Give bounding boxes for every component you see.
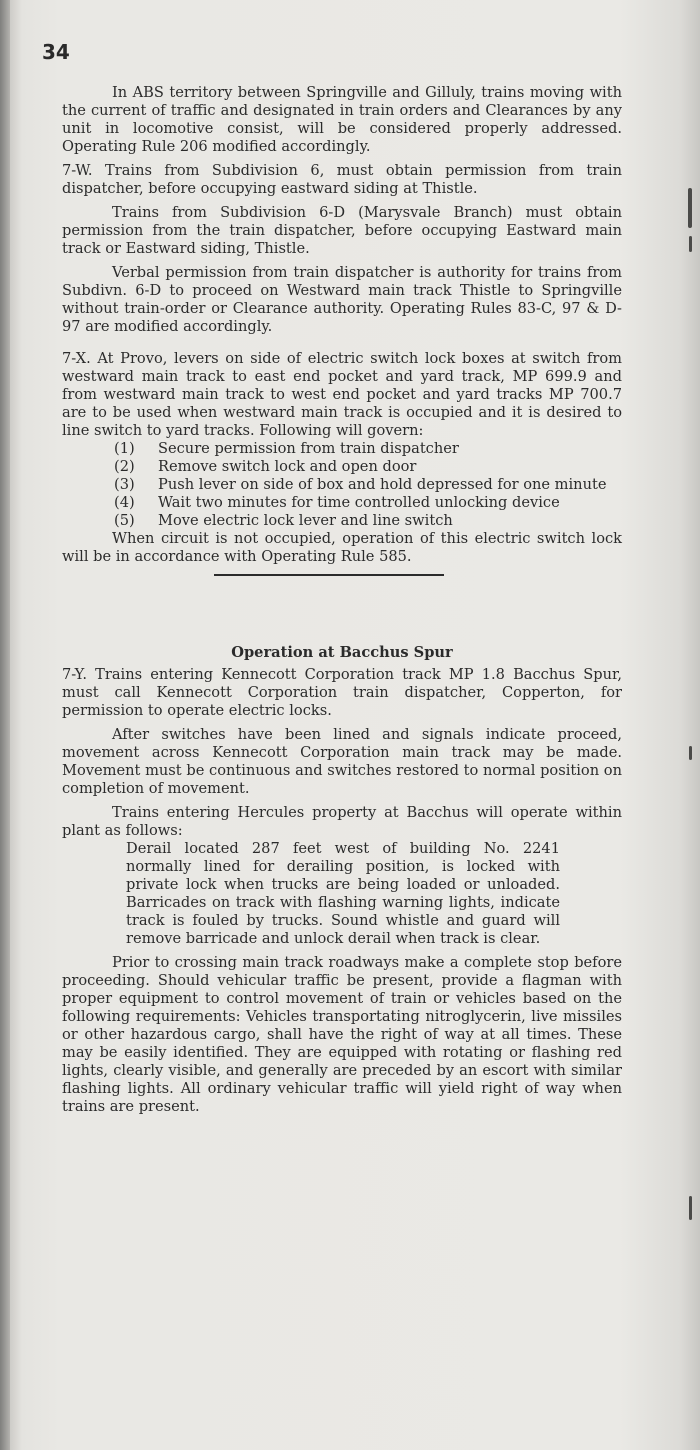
step-number: (1) [114,440,135,457]
step-item [114,440,622,458]
paragraph-subdivision-6d: Trains from Subdivision 6-D (Marysvale Branch) must obtain permission from the train dispatcher, before occupying Eastward main track or Eastward siding, Thistle. [62,204,622,257]
paragraph-hercules: Trains entering Hercules property at Bacchus will operate within plant as follows: [62,804,622,839]
step-number: (3) [114,476,135,493]
margin-mark [689,236,692,252]
step-item [114,458,622,476]
step-text: Push lever on side of box and hold depressed for one minute [158,476,607,493]
procedure-steps [62,440,622,530]
paragraph-after-switches: After switches have been lined and signals indicate proceed, movement across Kennecott Corporation main track may be made. Movement must be continuous and switches restored to normal position on completion of movement. [62,726,622,797]
paragraph-rule-7x: 7-X. At Provo, levers on side of electric switch lock boxes at switch from westward main track to east end pocket and yard track, MP 699.9 and from westward main track to west end pocket and yard tracks MP 700.7 are to be used when westward main track is occupied and it is desired to line switch to yard tracks. Following will govern: [62,350,622,439]
margin-mark [688,188,692,228]
step-text: Remove switch lock and open door [158,458,417,475]
step-number: (2) [114,458,135,475]
margin-mark [689,1196,692,1220]
paragraph-circuit: When circuit is not occupied, operation of this electric switch lock will be in accordance with Operating Rule 585. [62,530,622,565]
paragraph-abs-territory: In ABS territory between Springville and Gilluly, trains moving with the current of traffic and designated in train orders and Clearances by any unit in locomotive consist, will be considered properly addressed. Operating Rule 206 modified accordingly. [62,84,622,155]
step-item [114,512,622,530]
paragraph-rule-7w: 7-W. Trains from Subdivision 6, must obtain permission from train dispatcher, before occupying eastward siding at Thistle. [62,162,622,197]
margin-mark [689,746,692,760]
section-heading: Operation at Bacchus Spur [231,644,453,661]
step-text: Wait two minutes for time controlled unlocking device [158,494,560,511]
page-content [62,84,622,1116]
section-divider [214,574,444,576]
step-number: (4) [114,494,135,511]
page-number: 34 [42,40,70,64]
paragraph-verbal-permission: Verbal permission from train dispatcher is authority for trains from Subdivn. 6-D to proceed on Westward main track Thistle to Springville without train-order or Clearance authority. Operating Rules 83-C, 97 & D-97 are modified accordingly. [62,264,622,335]
paragraph-roadways: Prior to crossing main track roadways make a complete stop before proceeding. Should vehicular traffic be present, provide a flagman with proper equipment to control movement of train or vehicles based on the following requirements: Vehicles transportating nitroglycerin, live missiles or other hazardous cargo, shall have the right of way at all times. These may be easily identified. They are equipped with rotating or flashing red lights, clearly visible, and generally are preceded by an escort with similar flashing lights. All ordinary vehicular traffic will yield right of way when trains are present. [62,954,622,1115]
page-binding-edge [0,0,10,1450]
step-text: Secure permission from train dispatcher [158,440,459,457]
step-item [114,476,622,494]
paragraph-derail: Derail located 287 feet west of building No. 2241 normally lined for derailing position, is locked with private lock when trucks are being loaded or unloaded. Barricades on track with flashing warning lights, indicate track is fouled by trucks. Sound whistle and guard will remove barricade and unlock derail when track is clear. [126,840,560,947]
paragraph-rule-7y: 7-Y. Trains entering Kennecott Corporation track MP 1.8 Bacchus Spur, must call Kennecott Corporation train dispatcher, Copperton, for permission to operate electric locks. [62,666,622,719]
step-text: Move electric lock lever and line switch [158,512,453,529]
step-number: (5) [114,512,135,529]
step-item [114,494,622,512]
